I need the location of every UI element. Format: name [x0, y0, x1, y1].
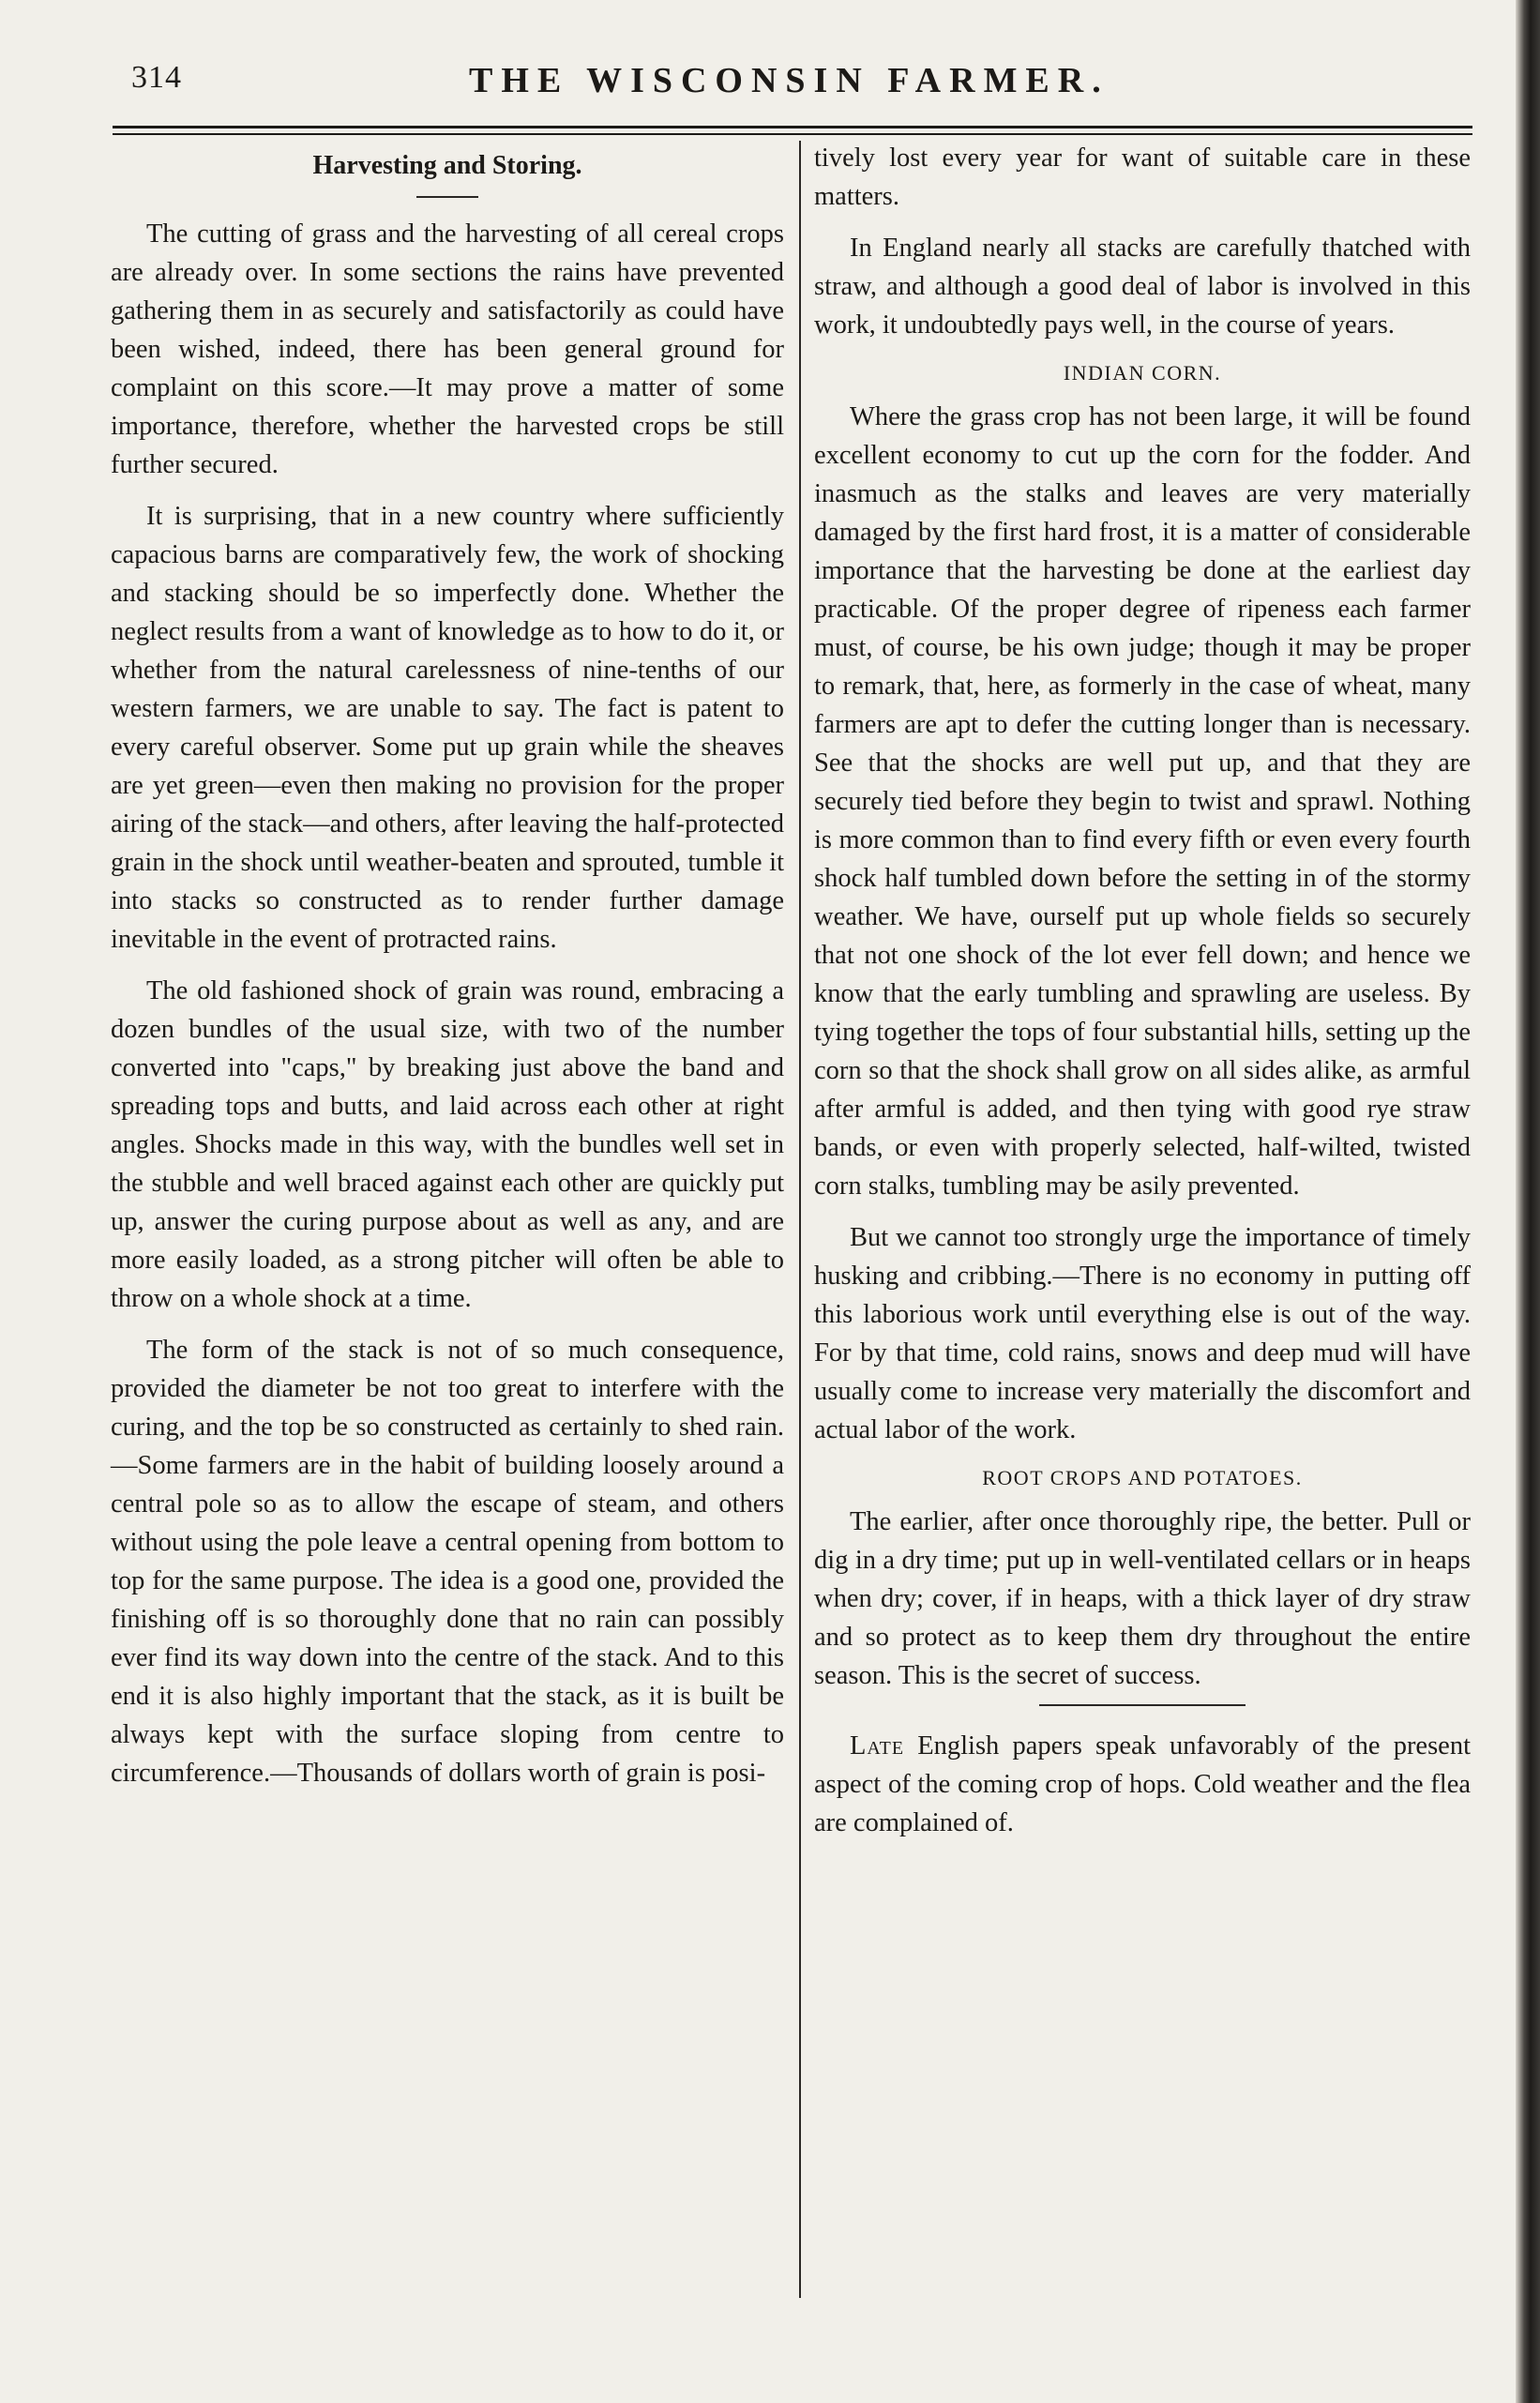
paragraph: The cutting of grass and the harvesting of all cereal crops are already over. In some sections the rains have prevented gathering them in as securely and satisfactorily as could have been wished, indeed, there has been general ground for complaint on this score.—It may prove a matter of some importance, therefore, whether the harvested crops be still further secured.	[111, 219, 784, 479]
page-binding-edge	[1516, 0, 1540, 2403]
paragraph: The old fashioned shock of grain was round, embracing a dozen bundles of the usual size, with two of the number converted into "caps," by breaking just above the band and spreading tops and butts, and laid across each other at right angles. Shocks made in this way, with the bundles well set in the stubble and well braced against each other are quickly put up, answer the curing purpose about as well as any, and are more easily loaded, as a strong pitcher will often be able to throw on a whole shock at a time.	[111, 976, 784, 1313]
header-rule	[113, 126, 1472, 128]
paragraph: But we cannot too strongly urge the importance of timely husking and cribbing.—There is no economy in putting off this laborious work until everything else is out of the way. For by that time, cold rains, snows and deep mud will have usually come to increase very materially the discomfort and actual labor of the work.	[814, 1223, 1471, 1444]
news-note	[814, 1727, 1471, 1842]
section-heading-corn: INDIAN CORN.	[1063, 361, 1222, 385]
news-note-lead: Late	[850, 1731, 905, 1761]
paragraph: The earlier, after once thoroughly ripe, the better. Pull or dig in a dry time; put up in well-ventilated cellars or in heaps when dry; cover, if in heaps, with a thick layer of dry straw and so protect as to keep them dry throughout the entire season. This is the secret of success.	[814, 1507, 1471, 1690]
left-column	[111, 139, 784, 1792]
title-rule	[416, 196, 478, 198]
section-heading-roots: ROOT CROPS AND POTATOES.	[982, 1466, 1303, 1489]
paragraph: It is surprising, that in a new country where sufficiently capacious barns are comparatively few, the work of shocking and stacking should be so imperfectly done. Whether the neglect results from a want of knowledge as to how to do it, or whether from the natural carelessness of nine-tenths of our western farmers, we are unable to say. The fact is patent to every careful observer. Some put up grain while the sheaves are yet green—even then making no provision for the proper airing of the stack—and others, after leaving the half-protected grain in the shock until weather-beaten and sprouted, tumble it into stacks so constructed as to render further damage inevitable in the event of protracted rains.	[111, 502, 784, 954]
page-number: 314	[131, 60, 182, 95]
paragraph: Where the grass crop has not been large, it will be found excellent economy to cut up the corn for the fodder. And inasmuch as the stalks and leaves are very materially damaged by the first hard frost, it is a matter of considerable importance that the harvesting be done at the earliest day practicable. Of the proper degree of ripeness each farmer must, of course, be his own judge; though it may be proper to remark, that, here, as formerly in the case of wheat, many farmers are apt to defer the cutting longer than is necessary. See that the shocks are well put up, and that they are securely tied before they begin to twist and sprawl. Nothing is more common than to find every fifth or even every fourth shock half tumbled down before the setting in of the stormy weather. We have, ourself put up whole fields so securely that not one shock of the lot ever fell down; and hence we know that the early tumbling and sprawling are useless. By tying together the tops of four substantial hills, setting up the corn so that the shock shall grow on all sides alike, as armful after armful is added, and then tying with good rye straw bands, or even with properly selected, half-wilted, twisted corn stalks, tumbling may be asily prevented.	[814, 402, 1471, 1201]
paragraph-continuation: tively lost every year for want of suitable care in these matters.	[814, 144, 1471, 211]
paragraph: In England nearly all stacks are carefully thatched with straw, and although a good deal of labor is involved in this work, it undoubtedly pays well, in the course of years.	[814, 234, 1471, 340]
news-note-text: English papers speak unfavorably of the present aspect of the coming crop of hops. Cold weather and the flea are complained of.	[814, 1731, 1471, 1837]
page-header	[113, 60, 1472, 116]
right-column	[814, 139, 1471, 1842]
journal-title: THE WISCONSIN FARMER.	[469, 61, 1110, 100]
column-divider	[799, 141, 801, 2298]
paragraph: The form of the stack is not of so much consequence, provided the diameter be not too great to interfere with the curing, and the top be so constructed as certainly to shed rain.—Some farmers are in the habit of building loosely around a central pole so as to allow the escape of steam, and others without using the pole leave a central opening from bottom to top for the same purpose. The idea is a good one, provided the finishing off is so thoroughly done that no rain can possibly ever find its way down into the centre of the stack. And to this end it is also highly important that the stack, as it is built be always kept with the surface sloping from centre to circumference.—Thousands of dollars worth of grain is posi-	[111, 1336, 784, 1788]
section-separator	[1039, 1704, 1246, 1706]
article-title: Harvesting and Storing.	[312, 151, 582, 180]
header-rule-secondary	[113, 133, 1472, 135]
